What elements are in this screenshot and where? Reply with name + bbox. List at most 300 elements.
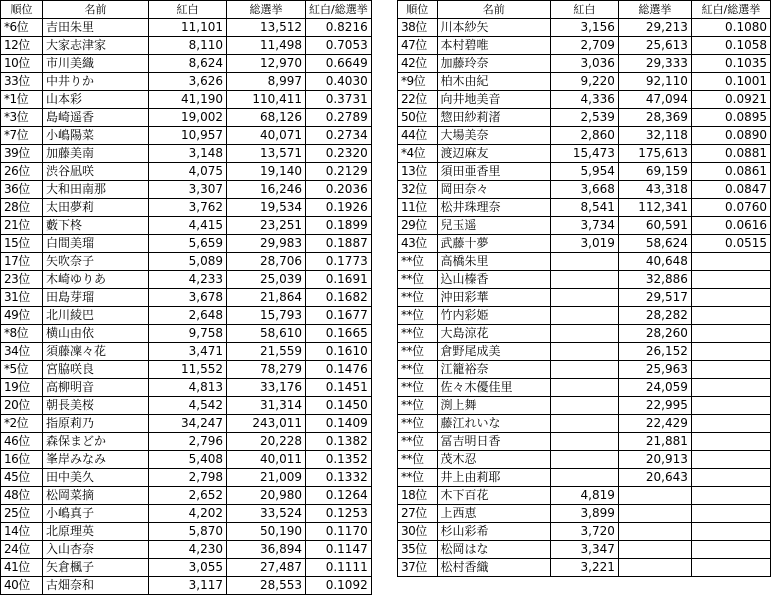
- cell-kouhaku: 3,720: [550, 523, 618, 541]
- cell-kouhaku: 3,347: [550, 541, 618, 559]
- table-row: [1, 505, 372, 523]
- cell-ratio: 0.1773: [306, 253, 372, 271]
- table-row: [398, 19, 771, 37]
- cell-ratio: 0.2129: [306, 163, 372, 181]
- cell-total: 175,613: [618, 145, 691, 163]
- table-row: [1, 235, 372, 253]
- cell-ratio: 0.1450: [306, 397, 372, 415]
- cell-ratio: 0.0861: [691, 163, 770, 181]
- ranking-table-left: [0, 0, 372, 595]
- cell-name: 倉野尾成美: [437, 343, 550, 361]
- cell-rank: *7位: [1, 127, 43, 145]
- cell-rank: 32位: [398, 181, 438, 199]
- cell-name: 岡田奈々: [437, 181, 550, 199]
- cell-ratio: [691, 379, 770, 397]
- table-row: [398, 37, 771, 55]
- cell-kouhaku: [550, 469, 618, 487]
- cell-kouhaku: 11,552: [149, 361, 227, 379]
- cell-name: 松村香織: [437, 559, 550, 577]
- cell-total: 21,559: [227, 343, 306, 361]
- cell-ratio: 0.0616: [691, 217, 770, 235]
- cell-name: 本村碧唯: [437, 37, 550, 55]
- cell-rank: 16位: [1, 451, 43, 469]
- cell-total: 25,039: [227, 271, 306, 289]
- cell-rank: 37位: [398, 559, 438, 577]
- cell-name: 矢倉楓子: [43, 559, 149, 577]
- cell-ratio: 0.1080: [691, 19, 770, 37]
- cell-kouhaku: 5,659: [149, 235, 227, 253]
- cell-ratio: 0.1887: [306, 235, 372, 253]
- cell-rank: 12位: [1, 37, 43, 55]
- cell-total: 19,534: [227, 199, 306, 217]
- cell-total: 24,059: [618, 379, 691, 397]
- cell-ratio: 0.1899: [306, 217, 372, 235]
- cell-total: [618, 487, 691, 505]
- cell-ratio: [691, 397, 770, 415]
- cell-kouhaku: 5,089: [149, 253, 227, 271]
- cell-rank: **位: [398, 451, 438, 469]
- cell-ratio: 0.1111: [306, 559, 372, 577]
- cell-rank: **位: [398, 325, 438, 343]
- cell-kouhaku: 4,336: [550, 91, 618, 109]
- cell-total: 29,213: [618, 19, 691, 37]
- cell-kouhaku: 3,148: [149, 145, 227, 163]
- cell-name: 峯岸みなみ: [43, 451, 149, 469]
- cell-ratio: [691, 361, 770, 379]
- cell-name: 藪下柊: [43, 217, 149, 235]
- cell-ratio: 0.2734: [306, 127, 372, 145]
- cell-name: 茂木忍: [437, 451, 550, 469]
- table-row: [1, 433, 372, 451]
- table-row: [398, 145, 771, 163]
- cell-rank: 26位: [1, 163, 43, 181]
- cell-total: 11,498: [227, 37, 306, 55]
- cell-total: 28,369: [618, 109, 691, 127]
- cell-kouhaku: 2,648: [149, 307, 227, 325]
- cell-ratio: 0.1035: [691, 55, 770, 73]
- table-row: [398, 361, 771, 379]
- cell-name: 宮脇咲良: [43, 361, 149, 379]
- table-row: [398, 181, 771, 199]
- cell-kouhaku: 3,678: [149, 289, 227, 307]
- cell-rank: *5位: [1, 361, 43, 379]
- cell-rank: *6位: [1, 19, 43, 37]
- cell-rank: 41位: [1, 559, 43, 577]
- cell-name: 川本紗矢: [437, 19, 550, 37]
- cell-ratio: [691, 307, 770, 325]
- cell-ratio: 0.1691: [306, 271, 372, 289]
- cell-name: 沖田彩華: [437, 289, 550, 307]
- table-row: [1, 487, 372, 505]
- cell-kouhaku: 3,117: [149, 577, 227, 595]
- table-header-row: [398, 1, 771, 19]
- cell-rank: 38位: [398, 19, 438, 37]
- cell-total: 33,176: [227, 379, 306, 397]
- cell-total: [618, 505, 691, 523]
- cell-total: 78,279: [227, 361, 306, 379]
- header-kouhaku: 紅白: [149, 1, 227, 19]
- cell-kouhaku: 2,860: [550, 127, 618, 145]
- cell-rank: **位: [398, 469, 438, 487]
- cell-rank: 48位: [1, 487, 43, 505]
- cell-rank: 19位: [1, 379, 43, 397]
- table-row: [398, 451, 771, 469]
- cell-ratio: [691, 469, 770, 487]
- header-ratio: 紅白/総選挙: [691, 1, 770, 19]
- table-row: [398, 235, 771, 253]
- table-row: [398, 397, 771, 415]
- cell-kouhaku: 4,542: [149, 397, 227, 415]
- cell-kouhaku: 5,870: [149, 523, 227, 541]
- cell-ratio: 0.1610: [306, 343, 372, 361]
- table-row: [398, 487, 771, 505]
- cell-total: 60,591: [618, 217, 691, 235]
- cell-total: 29,333: [618, 55, 691, 73]
- cell-total: 21,864: [227, 289, 306, 307]
- cell-ratio: 0.2320: [306, 145, 372, 163]
- cell-name: 吉田朱里: [43, 19, 149, 37]
- cell-name: 松岡菜摘: [43, 487, 149, 505]
- cell-name: 太田夢莉: [43, 199, 149, 217]
- header-kouhaku: 紅白: [550, 1, 618, 19]
- cell-kouhaku: [550, 433, 618, 451]
- cell-total: 47,094: [618, 91, 691, 109]
- cell-total: 19,140: [227, 163, 306, 181]
- cell-kouhaku: [550, 325, 618, 343]
- cell-total: 31,314: [227, 397, 306, 415]
- cell-kouhaku: [550, 397, 618, 415]
- header-name: 名前: [43, 1, 149, 19]
- cell-total: [618, 559, 691, 577]
- table-row: [398, 55, 771, 73]
- cell-ratio: [691, 253, 770, 271]
- cell-ratio: 0.1147: [306, 541, 372, 559]
- cell-kouhaku: 3,668: [550, 181, 618, 199]
- cell-name: 高橋朱里: [437, 253, 550, 271]
- cell-total: 40,648: [618, 253, 691, 271]
- cell-total: [618, 541, 691, 559]
- cell-rank: 13位: [398, 163, 438, 181]
- cell-name: 冨吉明日香: [437, 433, 550, 451]
- cell-kouhaku: 4,202: [149, 505, 227, 523]
- table-row: [398, 163, 771, 181]
- cell-rank: 23位: [1, 271, 43, 289]
- cell-rank: **位: [398, 433, 438, 451]
- cell-kouhaku: 3,156: [550, 19, 618, 37]
- cell-name: 中井りか: [43, 73, 149, 91]
- cell-rank: 44位: [398, 127, 438, 145]
- cell-ratio: 0.1001: [691, 73, 770, 91]
- cell-name: 山本彩: [43, 91, 149, 109]
- cell-rank: 28位: [1, 199, 43, 217]
- table-row: [1, 217, 372, 235]
- table-row: [1, 307, 372, 325]
- cell-kouhaku: 3,626: [149, 73, 227, 91]
- cell-name: 兒玉遥: [437, 217, 550, 235]
- cell-name: 北川綾巴: [43, 307, 149, 325]
- table-row: [398, 217, 771, 235]
- cell-kouhaku: 5,954: [550, 163, 618, 181]
- cell-ratio: 0.1253: [306, 505, 372, 523]
- cell-name: 田島芽瑠: [43, 289, 149, 307]
- cell-total: 21,881: [618, 433, 691, 451]
- table-row: [1, 415, 372, 433]
- cell-kouhaku: 3,036: [550, 55, 618, 73]
- cell-total: 110,411: [227, 91, 306, 109]
- header-name: 名前: [437, 1, 550, 19]
- cell-ratio: [691, 541, 770, 559]
- cell-name: 小嶋陽菜: [43, 127, 149, 145]
- table-row: [1, 451, 372, 469]
- table-row: [1, 559, 372, 577]
- cell-total: 25,613: [618, 37, 691, 55]
- cell-kouhaku: [550, 343, 618, 361]
- cell-ratio: [691, 451, 770, 469]
- cell-name: 島崎遥香: [43, 109, 149, 127]
- cell-kouhaku: 3,899: [550, 505, 618, 523]
- table-row: [398, 343, 771, 361]
- cell-kouhaku: [550, 307, 618, 325]
- cell-name: 井上由莉耶: [437, 469, 550, 487]
- cell-name: 武藤十夢: [437, 235, 550, 253]
- cell-name: 大家志津家: [43, 37, 149, 55]
- cell-rank: 43位: [398, 235, 438, 253]
- cell-ratio: 0.1677: [306, 307, 372, 325]
- cell-name: 横山由依: [43, 325, 149, 343]
- table-row: [398, 541, 771, 559]
- cell-ratio: 0.1926: [306, 199, 372, 217]
- cell-kouhaku: 41,190: [149, 91, 227, 109]
- cell-kouhaku: 2,539: [550, 109, 618, 127]
- cell-rank: **位: [398, 289, 438, 307]
- cell-name: 北原理英: [43, 523, 149, 541]
- cell-kouhaku: 10,957: [149, 127, 227, 145]
- cell-rank: 11位: [398, 199, 438, 217]
- table-row: [398, 559, 771, 577]
- cell-rank: *8位: [1, 325, 43, 343]
- cell-total: 20,643: [618, 469, 691, 487]
- table-row: [1, 199, 372, 217]
- table-row: [1, 325, 372, 343]
- cell-total: 29,517: [618, 289, 691, 307]
- cell-name: 小嶋真子: [43, 505, 149, 523]
- cell-rank: 20位: [1, 397, 43, 415]
- cell-name: 渡辺麻友: [437, 145, 550, 163]
- table-row: [1, 271, 372, 289]
- cell-rank: 29位: [398, 217, 438, 235]
- cell-total: 26,152: [618, 343, 691, 361]
- ranking-table-right: [397, 0, 771, 577]
- table-row: [398, 91, 771, 109]
- table-row: [398, 289, 771, 307]
- cell-ratio: 0.7053: [306, 37, 372, 55]
- cell-ratio: 0.1409: [306, 415, 372, 433]
- cell-name: 朝長美桜: [43, 397, 149, 415]
- cell-name: 渕上舞: [437, 397, 550, 415]
- cell-ratio: [691, 289, 770, 307]
- table-row: [398, 415, 771, 433]
- cell-name: 大島涼花: [437, 325, 550, 343]
- cell-kouhaku: 2,709: [550, 37, 618, 55]
- cell-name: 大和田南那: [43, 181, 149, 199]
- cell-total: 21,009: [227, 469, 306, 487]
- cell-rank: **位: [398, 379, 438, 397]
- cell-ratio: [691, 487, 770, 505]
- cell-name: 惣田紗莉渚: [437, 109, 550, 127]
- cell-name: 矢吹奈子: [43, 253, 149, 271]
- cell-kouhaku: 8,541: [550, 199, 618, 217]
- cell-name: 込山榛香: [437, 271, 550, 289]
- cell-kouhaku: 3,307: [149, 181, 227, 199]
- cell-kouhaku: 8,110: [149, 37, 227, 55]
- cell-kouhaku: 2,798: [149, 469, 227, 487]
- cell-rank: 18位: [398, 487, 438, 505]
- table-row: [1, 361, 372, 379]
- cell-kouhaku: 4,075: [149, 163, 227, 181]
- table-row: [1, 469, 372, 487]
- table-header-row: [1, 1, 372, 19]
- cell-kouhaku: 19,002: [149, 109, 227, 127]
- cell-ratio: 0.1451: [306, 379, 372, 397]
- table-row: [1, 109, 372, 127]
- table-row: [1, 523, 372, 541]
- cell-ratio: 0.1665: [306, 325, 372, 343]
- cell-total: 112,341: [618, 199, 691, 217]
- cell-rank: 22位: [398, 91, 438, 109]
- cell-rank: 27位: [398, 505, 438, 523]
- cell-total: 15,793: [227, 307, 306, 325]
- table-row: [1, 289, 372, 307]
- cell-kouhaku: 4,233: [149, 271, 227, 289]
- table-row: [398, 271, 771, 289]
- cell-ratio: 0.1476: [306, 361, 372, 379]
- cell-rank: *4位: [398, 145, 438, 163]
- cell-kouhaku: [550, 379, 618, 397]
- cell-ratio: 0.0847: [691, 181, 770, 199]
- cell-kouhaku: 4,415: [149, 217, 227, 235]
- table-row: [1, 163, 372, 181]
- table-row: [1, 253, 372, 271]
- table-row: [1, 91, 372, 109]
- cell-kouhaku: 8,624: [149, 55, 227, 73]
- cell-rank: 34位: [1, 343, 43, 361]
- cell-rank: *2位: [1, 415, 43, 433]
- cell-name: 竹内彩姫: [437, 307, 550, 325]
- cell-kouhaku: 3,221: [550, 559, 618, 577]
- cell-kouhaku: [550, 415, 618, 433]
- cell-kouhaku: 3,471: [149, 343, 227, 361]
- cell-rank: 40位: [1, 577, 43, 595]
- table-row: [398, 505, 771, 523]
- cell-total: 40,071: [227, 127, 306, 145]
- table-row: [1, 181, 372, 199]
- cell-rank: 30位: [398, 523, 438, 541]
- table-row: [398, 379, 771, 397]
- cell-ratio: 0.1264: [306, 487, 372, 505]
- cell-total: 43,318: [618, 181, 691, 199]
- cell-ratio: [691, 415, 770, 433]
- cell-kouhaku: 5,408: [149, 451, 227, 469]
- cell-kouhaku: 34,247: [149, 415, 227, 433]
- cell-total: 28,282: [618, 307, 691, 325]
- cell-name: 松岡はな: [437, 541, 550, 559]
- cell-ratio: [691, 271, 770, 289]
- cell-total: 23,251: [227, 217, 306, 235]
- cell-kouhaku: [550, 451, 618, 469]
- cell-ratio: 0.4030: [306, 73, 372, 91]
- cell-rank: 36位: [1, 181, 43, 199]
- cell-name: 加藤美南: [43, 145, 149, 163]
- table-row: [1, 73, 372, 91]
- table-row: [398, 253, 771, 271]
- cell-rank: 17位: [1, 253, 43, 271]
- cell-rank: 47位: [398, 37, 438, 55]
- cell-rank: 39位: [1, 145, 43, 163]
- cell-rank: 35位: [398, 541, 438, 559]
- cell-ratio: [691, 343, 770, 361]
- cell-total: 58,624: [618, 235, 691, 253]
- table-row: [398, 73, 771, 91]
- cell-kouhaku: 15,473: [550, 145, 618, 163]
- cell-rank: 24位: [1, 541, 43, 559]
- cell-name: 佐々木優佳里: [437, 379, 550, 397]
- cell-name: 江籠裕奈: [437, 361, 550, 379]
- table-row: [398, 199, 771, 217]
- header-total: 総選挙: [618, 1, 691, 19]
- cell-total: 8,997: [227, 73, 306, 91]
- cell-total: 29,983: [227, 235, 306, 253]
- cell-total: 22,995: [618, 397, 691, 415]
- cell-ratio: 0.1170: [306, 523, 372, 541]
- cell-ratio: 0.6649: [306, 55, 372, 73]
- table-row: [398, 325, 771, 343]
- cell-total: 243,011: [227, 415, 306, 433]
- cell-ratio: 0.3731: [306, 91, 372, 109]
- table-row: [1, 127, 372, 145]
- cell-ratio: 0.0515: [691, 235, 770, 253]
- cell-name: 森保まどか: [43, 433, 149, 451]
- table-row: [1, 145, 372, 163]
- cell-ratio: [691, 523, 770, 541]
- header-total: 総選挙: [227, 1, 306, 19]
- cell-name: 柏木由紀: [437, 73, 550, 91]
- table-row: [1, 541, 372, 559]
- cell-ratio: 0.0895: [691, 109, 770, 127]
- cell-rank: 33位: [1, 73, 43, 91]
- cell-total: 36,894: [227, 541, 306, 559]
- cell-name: 白間美瑠: [43, 235, 149, 253]
- cell-rank: **位: [398, 253, 438, 271]
- table-body-left: [1, 19, 372, 595]
- cell-name: 指原莉乃: [43, 415, 149, 433]
- cell-rank: 50位: [398, 109, 438, 127]
- cell-rank: **位: [398, 397, 438, 415]
- cell-name: 須田亜香里: [437, 163, 550, 181]
- cell-rank: *9位: [398, 73, 438, 91]
- cell-rank: 25位: [1, 505, 43, 523]
- cell-ratio: 0.8216: [306, 19, 372, 37]
- table-row: [1, 397, 372, 415]
- cell-name: 上西恵: [437, 505, 550, 523]
- cell-kouhaku: 3,055: [149, 559, 227, 577]
- cell-rank: 42位: [398, 55, 438, 73]
- cell-total: 40,011: [227, 451, 306, 469]
- cell-rank: 10位: [1, 55, 43, 73]
- cell-total: 25,963: [618, 361, 691, 379]
- cell-total: 28,706: [227, 253, 306, 271]
- table-row: [398, 469, 771, 487]
- cell-ratio: 0.0890: [691, 127, 770, 145]
